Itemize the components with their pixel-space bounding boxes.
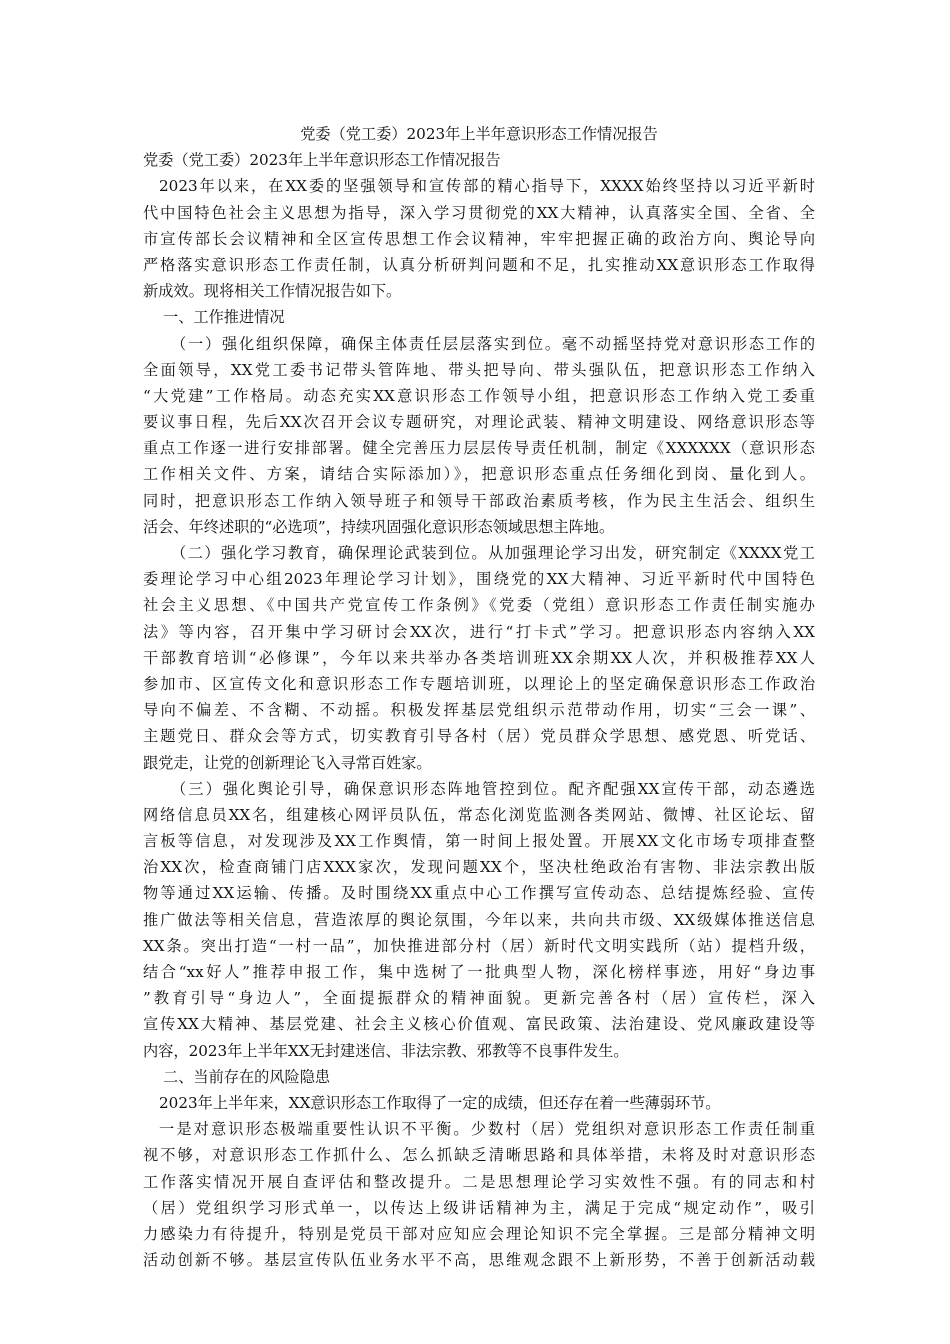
paragraph-line: 治XX次，检查商铺门店XXX家次，发现问题XX个，坚决杜绝政治有害物、非法宗教出版	[143, 858, 815, 877]
paragraph-line: 网络信息员XX名，组建核心网评员队伍，常态化浏览监测各类网站、微博、社区论坛、留	[143, 805, 815, 824]
paragraph-line: 工作落实情况开展自查评估和整改提升。二是思想理论学习实效性不强。有的同志和村	[143, 1172, 815, 1191]
paragraph-line: 结合“xx好人”推荐申报工作，集中选树了一批典型人物，深化榜样事迹，用好“身边事	[143, 963, 815, 981]
paragraph-line: 重点工作逐一进行安排部署。健全完善压力层层传导责任机制，制定《XXXXXX（意识形态	[143, 439, 815, 458]
paragraph-line: “大党建”工作格局。动态充实XX意识形态工作领导小组，把意识形态工作纳入党工委重	[143, 386, 815, 405]
paragraph-line: 物等通过XX运输、传播。及时围绕XX重点中心工作撰写宣传动态、总结提炼经验、宣传	[143, 884, 815, 903]
paragraph-line: 委理论学习中心组2023年理论学习计划》，围绕党的XX大精神、习近平新时代中国特色	[143, 570, 815, 589]
paragraph-line: 视不够，对意识形态工作抓什么、怎么抓缺乏清晰思路和具体举措，未将及时对意识形态	[143, 1146, 815, 1165]
paragraph-line: （三）强化舆论引导，确保意识形态阵地管控到位。配齐配强XX宣传干部，动态遴选	[171, 779, 815, 798]
paragraph-line: 法》等内容，召开集中学习研讨会XX次，进行“打卡式”学习。把意识形态内容纳入XX	[143, 622, 815, 641]
document-title: 党委（党工委）2023年上半年意识形态工作情况报告	[300, 125, 658, 143]
paragraph-line: 跟党走，让党的创新理论飞入寻常百姓家。	[143, 753, 432, 772]
paragraph-line: 内容，2023年上半年XX无封建迷信、非法宗教、邪教等不良事件发生。	[143, 1041, 629, 1060]
paragraph-line: 社会主义思想、《中国共产党宣传工作条例》《党委（党组）意识形态工作责任制实施办	[143, 596, 815, 615]
document-page	[143, 121, 815, 1273]
paragraph-line: 同时，把意识形态工作纳入领导班子和领导干部政治素质考核，作为民主生活会、组织生	[143, 491, 815, 510]
paragraph-line: 严格落实意识形态工作责任制，认真分析研判问题和不足，扎实推动XX意识形态工作取得	[143, 255, 815, 274]
paragraph-line: 一是对意识形态极端重要性认识不平衡。少数村（居）党组织对意识形态工作责任制重	[159, 1120, 815, 1139]
paragraph-line: 言板等信息，对发现涉及XX工作舆情，第一时间上报处置。开展XX文化市场专项排查整	[143, 832, 815, 851]
paragraph-line: 工作相关文件、方案，请结合实际添加）》，把意识形态重点任务细化到岗、量化到人。	[143, 465, 815, 484]
paragraph-line: 宣传XX大精神、基层党建、社会主义核心价值观、富民政策、法治建设、党风廉政建设等	[143, 1015, 815, 1034]
paragraph-line: 导向不偏差、不含糊、不动摇。积极发挥基层党组织示范带动作用，切实“三会一课”、	[143, 701, 815, 720]
paragraph-line: 活会、年终述职的“必选项”，持续巩固强化意识形态领域思想主阵地。	[143, 517, 615, 536]
paragraph-line: 干部教育培训“必修课”，今年以来共举办各类培训班XX余期XX人次，并积极推荐XX人	[143, 648, 815, 667]
paragraph-line: 2023年以来，在XX委的坚强领导和宣传部的精心指导下，XXXX始终坚持以习近平新时	[159, 177, 815, 196]
paragraph-line: （居）党组织学习形式单一，以传达上级讲话精神为主，满足于完成“规定动作”，吸引	[143, 1198, 815, 1217]
paragraph-line: 代中国特色社会主义思想为指导，深入学习贯彻党的XX大精神，认真落实全国、全省、全	[143, 203, 815, 222]
paragraph-line: ”教育引导“身边人”，全面提振群众的精神面貌。更新完善各村（居）宣传栏，深入	[143, 989, 815, 1008]
paragraph-line: 参加市、区宣传文化和意识形态工作专题培训班，以理论上的坚定确保意识形态工作政治	[143, 674, 815, 693]
paragraph-line: 2023年上半年来，XX意识形态工作取得了一定的成绩，但还存在着一些薄弱环节。	[159, 1093, 721, 1112]
paragraph-line: 推广做法等相关信息，营造浓厚的舆论氛围，今年以来，共向共市级、XX级媒体推送信息	[143, 910, 815, 929]
document-subtitle: 党委（党工委）2023年上半年意识形态工作情况报告	[143, 151, 501, 170]
paragraph-line: 主题党日、群众会等方式，切实教育引导各村（居）党员群众学思想、感党恩、听党话、	[143, 727, 815, 746]
paragraph-line: 新成效。现将相关工作情况报告如下。	[143, 282, 402, 301]
section-heading: 二、当前存在的风险隐患	[163, 1067, 331, 1086]
paragraph-line: 活动创新不够。基层宣传队伍业务水平不高，思维观念跟不上新形势，不善于创新活动载	[143, 1251, 815, 1270]
paragraph-line: 要议事日程，先后XX次召开会议专题研究，对理论武装、精神文明建设、网络意识形态等	[143, 413, 815, 432]
paragraph-line: （二）强化学习教育，确保理论武装到位。从加强理论学习出发，研究制定《XXXX党工	[171, 544, 815, 562]
paragraph-line: 市宣传部长会议精神和全区宣传思想工作会议精神，牢牢把握正确的政治方向、舆论导向	[143, 229, 815, 248]
section-heading: 一、工作推进情况	[163, 308, 285, 327]
paragraph-line: （一）强化组织保障，确保主体责任层层落实到位。毫不动摇坚持党对意识形态工作的	[171, 334, 815, 353]
paragraph-line: 全面领导，XX党工委书记带头管阵地、带头把导向、带头强队伍，把意识形态工作纳入	[143, 360, 815, 379]
paragraph-line: 力感染力有待提升，特别是党员干部对应知应会理论知识不完全掌握。三是部分精神文明	[143, 1224, 815, 1243]
paragraph-line: XX条。突出打造“一村一品”，加快推进部分村（居）新时代文明实践所（站）提档升级，	[143, 936, 815, 955]
